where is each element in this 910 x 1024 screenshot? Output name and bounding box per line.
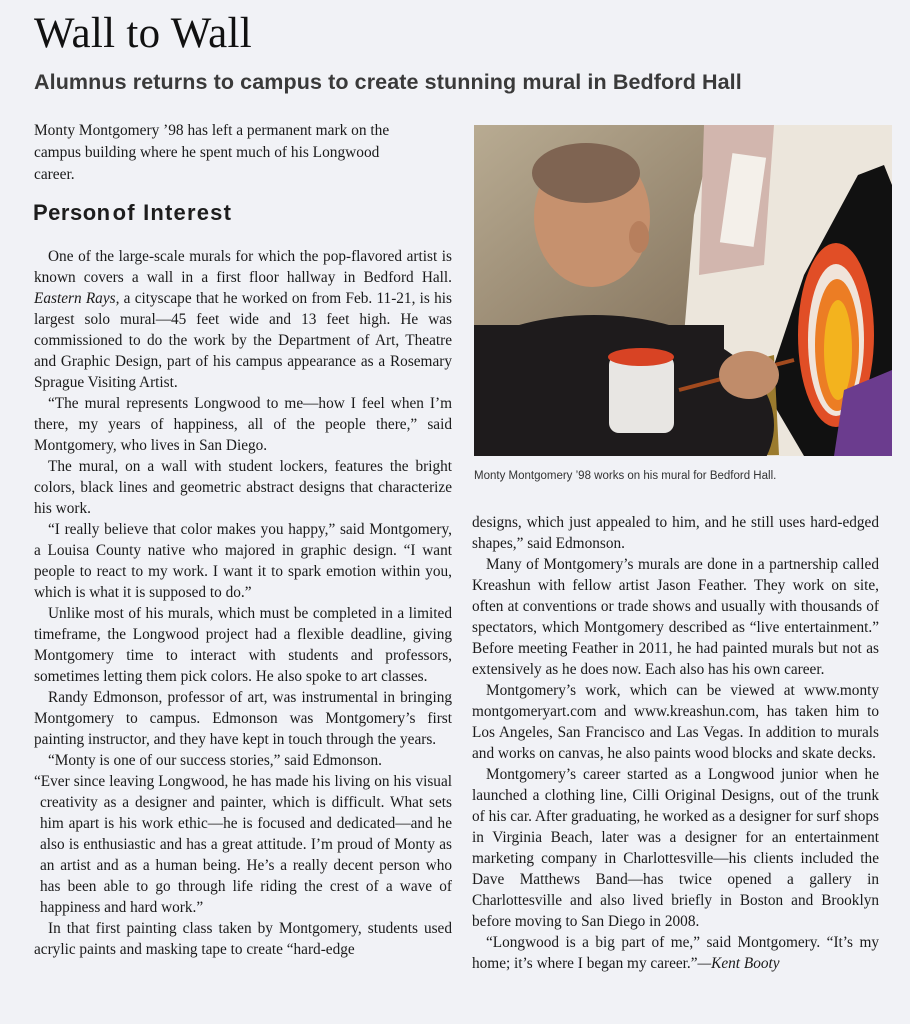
article-photo: [474, 125, 892, 456]
mural-title: Eastern Rays,: [34, 290, 120, 307]
paragraph: In that first painting class taken by Montgomery, students used acrylic paints and masking tape to create “hard-edge: [34, 920, 452, 958]
paragraph: [34, 246, 452, 393]
photo-caption: Monty Montgomery ’98 works on his mural for Bedford Hall.: [474, 470, 777, 482]
section-heading-part2: of Interest: [112, 200, 233, 225]
article-intro: Monty Montgomery ’98 has left a permanent mark on the campus building where he spent much of his Longwood career.: [34, 122, 390, 183]
text-run: “Longwood is a big part of me,” said Montgomery. “It’s my home; it’s where I began my career.”: [472, 934, 879, 972]
byline: —Kent Booty: [697, 955, 780, 972]
paragraph: Unlike most of his murals, which must be completed in a limited timeframe, the Longwood project had a flexible deadline, giving Montgomery time to interact with students and professors, sometimes letting them pick colors. He also spoke to art classes.: [34, 605, 452, 685]
paragraph: Montgomery’s career started as a Longwood junior when he launched a clothing line, Cilli Original Designs, out of the trunk of his car. After graduating, he worked as a designer for surf shops in Virginia Beach, later was a designer for an entertainment marketing company in Charlottesville—his clients included the Dave Matthews Band—has twice opened a gallery in Charlottesville and also lived briefly in Boston and Brooklyn before moving to San Diego in 2008.: [472, 766, 879, 930]
paragraph: The mural, on a wall with student lockers, features the bright colors, black lines and geometric abstract designs that characterize his work.: [34, 458, 452, 517]
artist-painting-photo: [474, 125, 892, 456]
paragraph: Randy Edmonson, professor of art, was instrumental in bringing Montgomery to campus. Edmonson was Montgomery’s first painting instructor, and they have kept in touch through the years.: [34, 689, 452, 748]
paragraph: Montgomery’s work, which can be viewed at www.monty montgomeryart.com and www.kreashun.com, has taken him to Los Angeles, San Francisco and Las Vegas. In addition to murals and works on canvas, he also paints wood blocks and skate decks.: [472, 682, 879, 762]
section-heading-part1: Person: [33, 200, 111, 225]
article-subtitle: Alumnus returns to campus to create stunning mural in Bedford Hall: [34, 70, 742, 94]
column-left: [34, 246, 452, 960]
section-heading: [33, 200, 232, 226]
paragraph: “The mural represents Longwood to me—how I feel when I’m there, my years of happiness, all of the people there,” said Montgomery, who lives in San Diego.: [34, 395, 452, 454]
text-run: One of the large-scale murals for which the pop-flavored artist is known covers a wall in a first floor hallway in Bedford Hall.: [34, 248, 452, 286]
paragraph: “I really believe that color makes you happy,” said Montgomery, a Louisa County native who majored in graphic design. “I want people to react to my work. I want it to spark emotion within you, which is what it is supposed to do.”: [34, 521, 452, 601]
article-title: Wall to Wall: [34, 10, 253, 57]
column-right: [472, 512, 879, 974]
text-run: a cityscape that he worked on from Feb. 11-21, is his largest solo mural—45 feet wide and 13 feet high. He was commissioned to do the work by the Department of Art, Theatre and Graphic Design, part of his campus appearance as a Rosemary Sprague Visiting Artist.: [34, 290, 452, 391]
paragraph: “Ever since leaving Longwood, he has made his living on his visual creativity as a designer and painter, which is difficult. What sets him apart is his work ethic—he is focused and dedicated—and he also is enthusiastic and has a great attitude. I’m proud of Monty as an artist and as a human being. He’s a really decent person who has been able to go through life riding the crest of a wave of happiness and hard work.”: [34, 773, 452, 916]
paragraph: Many of Montgomery’s murals are done in a partnership called Kreashun with fellow artist Jason Feather. They work on site, often at conventions or trade shows and usually with thousands of spectators, which Montgomery described as “live entertainment.” Before meeting Feather in 2011, he had painted murals but not as extensively as he does now. Each also has his own career.: [472, 556, 879, 678]
paragraph: “Monty is one of our success stories,” said Edmonson.: [48, 752, 382, 769]
paragraph: [472, 932, 879, 974]
paragraph: designs, which just appealed to him, and he still uses hard-edged shapes,” said Edmonson.: [472, 514, 879, 552]
